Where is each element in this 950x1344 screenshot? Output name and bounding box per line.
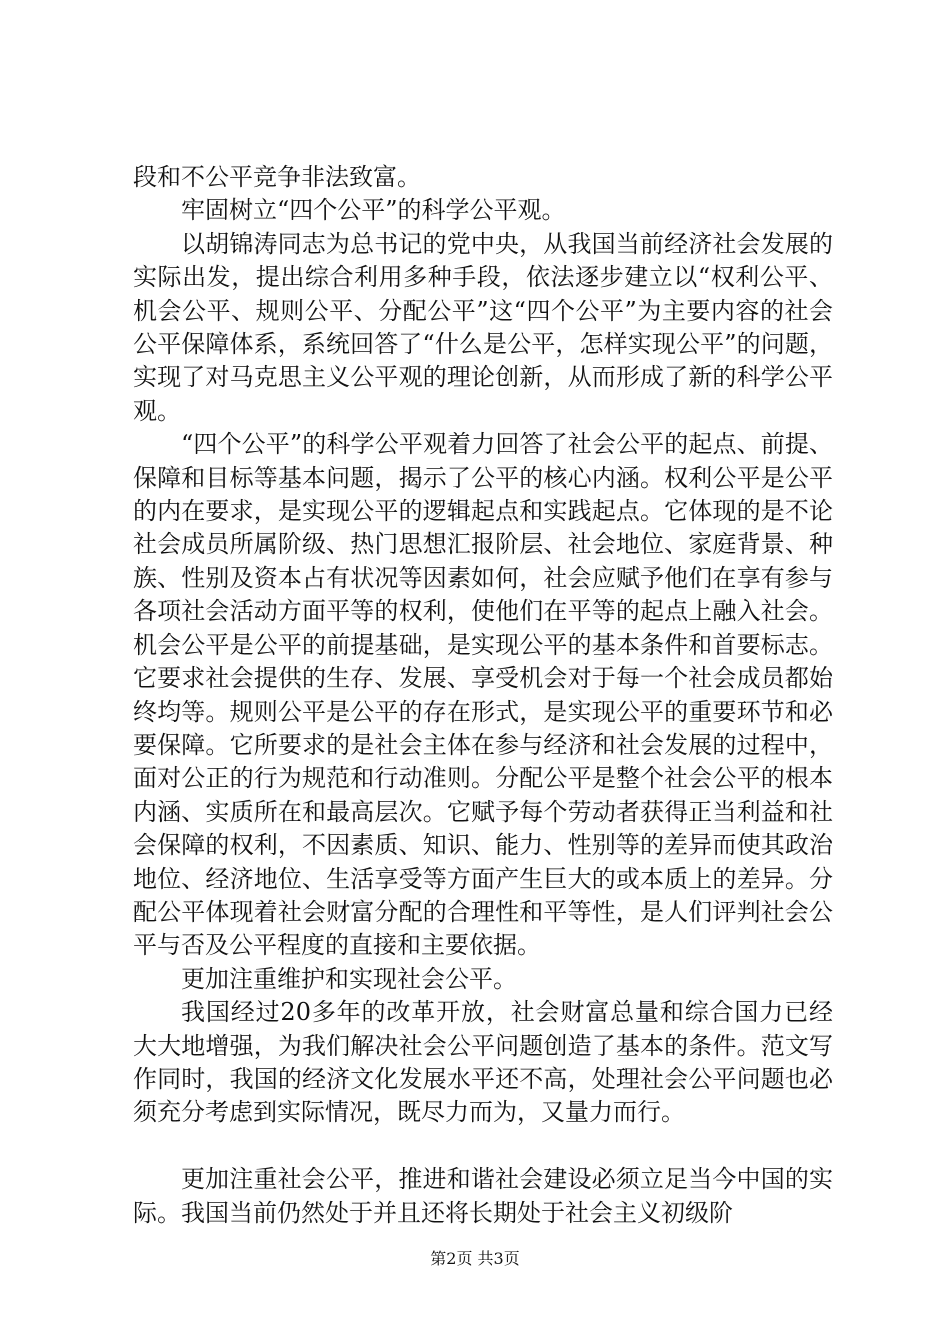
page-footer: 第2页 共3页: [430, 1249, 520, 1268]
paragraph-7: 更加注重社会公平，推进和谐社会建设必须立足当今中国的实际。我国当前仍然处于并且还将长期处于社会主义初级阶: [133, 1165, 833, 1227]
blank-line: [133, 1130, 833, 1163]
paragraph-1: 段和不公平竞争非法致富。: [133, 163, 421, 191]
paragraph-heading-maintain-fairness: 更加注重维护和实现社会公平。: [181, 964, 517, 993]
paragraph-6: 我国经过20多年的改革开放，社会财富总量和综合国力已经大大地增强，为我们解决社会公平问题创造了基本的条件。范文写作同时，我国的经济文化发展水平还不高，处理社会公平问题也必须充分考虑到实际情况，既尽力而为，又量力而行。: [133, 998, 833, 1127]
document-body: [133, 161, 833, 1230]
paragraph-3: 以胡锦涛同志为总书记的党中央，从我国当前经济社会发展的实际出发，提出综合利用多种手段，依法逐步建立以“权利公平、机会公平、规则公平、分配公平”这“四个公平”为主要内容的社会公平保障体系，系统回答了“什么是公平，怎样实现公平”的问题，实现了对马克思主义公平观的理论创新，从而形成了新的科学公平观。: [133, 229, 833, 425]
paragraph-4: “四个公平”的科学公平观着力回答了社会公平的起点、前提、保障和目标等基本问题，揭示了公平的核心内涵。权利公平是公平的内在要求，是实现公平的逻辑起点和实践起点。它体现的是不论社会成员所属阶级、热门思想汇报阶层、社会地位、家庭背景、种族、性别及资本占有状况等因素如何，社会应赋予他们在享有参与各项社会活动方面平等的权利，使他们在平等的起点上融入社会。机会公平是公平的前提基础，是实现公平的基本条件和首要标志。它要求社会提供的生存、发展、享受机会对于每一个社会成员都始终均等。规则公平是公平的存在形式，是实现公平的重要环节和必要保障。它所要求的是社会主体在参与经济和社会发展的过程中，面对公正的行为规范和行动准则。分配公平是整个社会公平的根本内涵、实质所在和最高层次。它赋予每个劳动者获得正当利益和社会保障的权利，不因素质、知识、能力、性别等的差异而使其政治地位、经济地位、生活享受等方面产生巨大的或本质上的差异。分配公平体现着社会财富分配的合理性和平等性，是人们评判社会公平与否及公平程度的直接和主要依据。: [133, 430, 833, 960]
paragraph-heading-four-fairness: 牢固树立“四个公平”的科学公平观。: [181, 196, 566, 225]
